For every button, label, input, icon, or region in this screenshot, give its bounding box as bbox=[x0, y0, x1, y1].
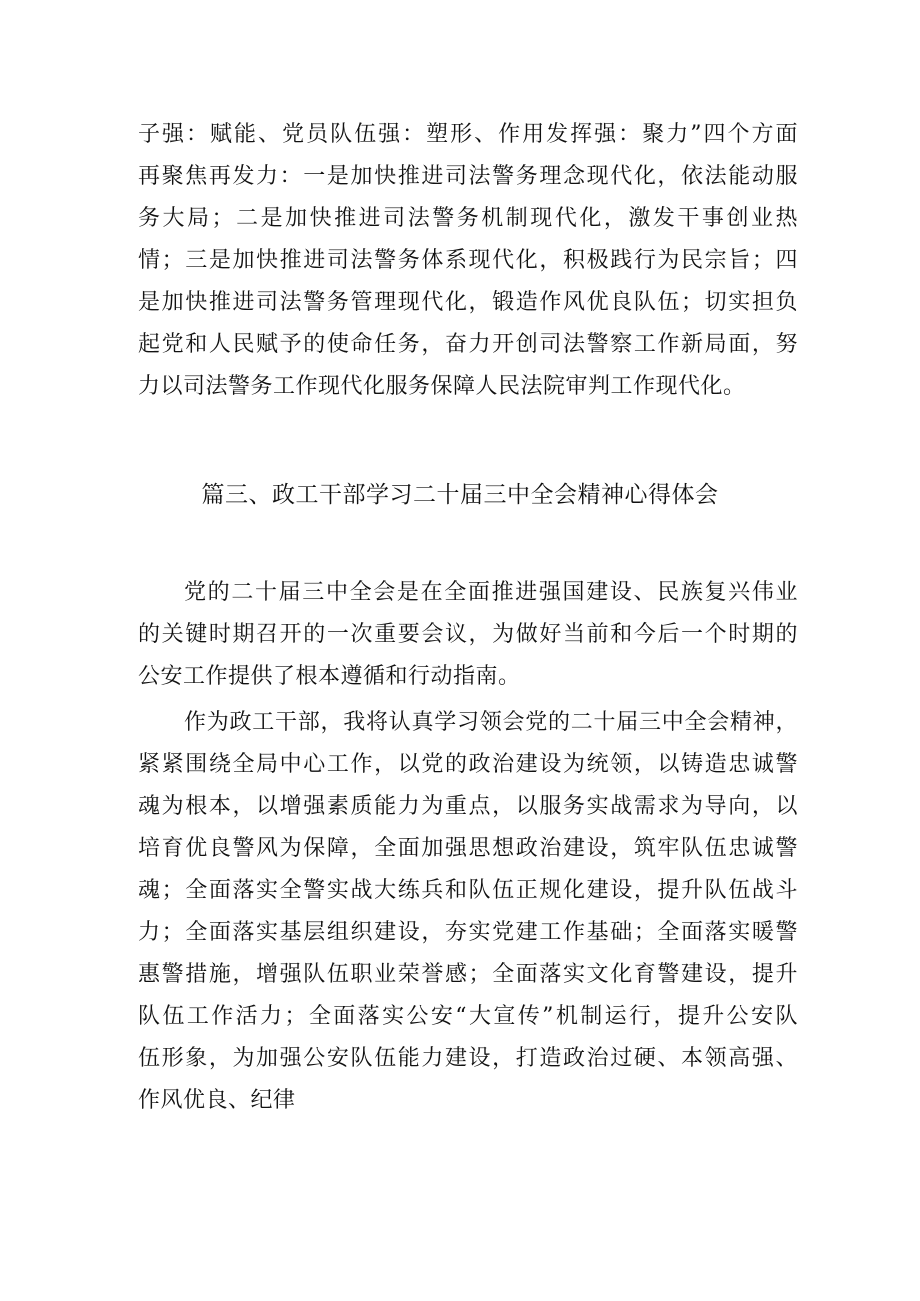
text-line: 起党和人民赋予的使命任务，奋力开创司法警察工作新局面，努 bbox=[138, 332, 798, 357]
text-line: 培育优良警风为保障，全面加强思想政治建设，筑牢队伍忠诚警 bbox=[138, 836, 798, 861]
text-line: 魂为根本，以增强素质能力为重点，以服务实战需求为导向，以 bbox=[138, 794, 798, 819]
text-line: 伍形象，为加强公安队伍能力建设，打造政治过硬、本领高强、 bbox=[138, 1046, 798, 1071]
text-line: 作为政工干部，我将认真学习领会党的二十届三中全会精神， bbox=[184, 710, 798, 735]
text-line: 紧紧围绕全局中心工作，以党的政治建设为统领，以铸造忠诚警 bbox=[138, 752, 798, 777]
text-line: 力；全面落实基层组织建设，夯实党建工作基础；全面落实暖警 bbox=[138, 920, 798, 945]
text-line: 子强：赋能、党员队伍强：塑形、作用发挥强：聚力”四个方面 bbox=[138, 122, 798, 147]
text-line: 是加快推进司法警务管理现代化，锻造作风优良队伍；切实担负 bbox=[138, 290, 798, 315]
text-line: 作风优良、纪律 bbox=[138, 1088, 296, 1113]
text-line: 魂；全面落实全警实战大练兵和队伍正规化建设，提升队伍战斗 bbox=[138, 878, 798, 903]
text-line: 力以司法警务工作现代化服务保障人民法院审判工作现代化。 bbox=[138, 374, 746, 399]
text-line: 的关键时期召开的一次重要会议，为做好当前和今后一个时期的 bbox=[138, 622, 798, 647]
text-line: 公安工作提供了根本遵循和行动指南。 bbox=[138, 664, 521, 689]
section-heading: 篇三、政工干部学习二十届三中全会精神心得体会 bbox=[201, 482, 719, 508]
text-line: 惠警措施，增强队伍职业荣誉感；全面落实文化育警建设，提升 bbox=[138, 962, 798, 987]
text-line: 情；三是加快推进司法警务体系现代化，积极践行为民宗旨；四 bbox=[138, 248, 798, 273]
text-line: 党的二十届三中全会是在全面推进强国建设、民族复兴伟业 bbox=[184, 580, 798, 605]
text-line: 再聚焦再发力：一是加快推进司法警务理念现代化，依法能动服 bbox=[138, 164, 798, 189]
text-line: 务大局；二是加快推进司法警务机制现代化，激发干事创业热 bbox=[138, 206, 798, 231]
text-line: 队伍工作活力；全面落实公安“大宣传”机制运行，提升公安队 bbox=[138, 1004, 798, 1029]
